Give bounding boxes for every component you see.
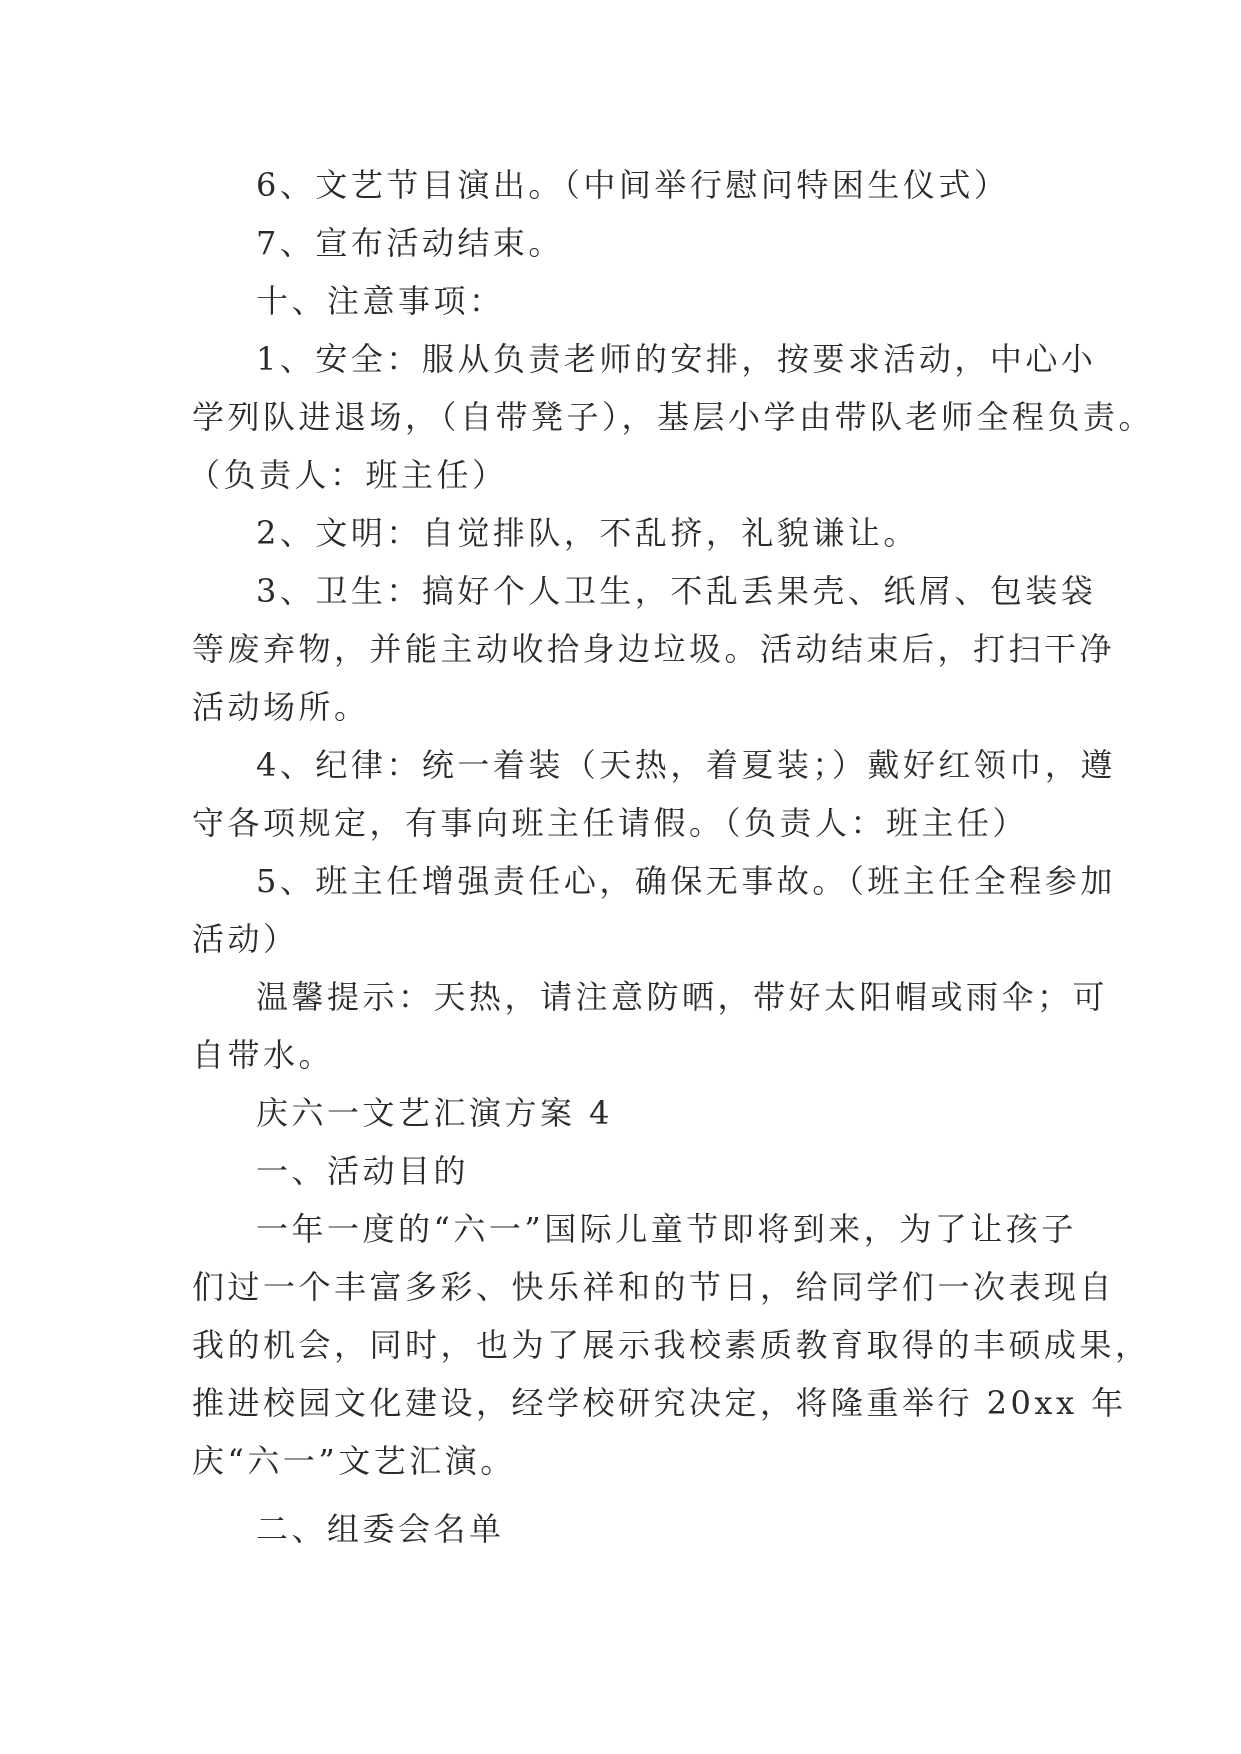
text-line: 3、卫生：搞好个人卫生，不乱丢果壳、纸屑、包装袋 xyxy=(256,572,1097,610)
text-line: 庆“六一”文艺汇演。 xyxy=(192,1442,516,1480)
text-line: 6、文艺节目演出。（中间举行慰问特困生仪式） xyxy=(256,166,1010,204)
document-title: 庆六一文艺汇演方案 4 xyxy=(256,1094,614,1132)
text-line: 4、纪律：统一着装（天热，着夏装；）戴好红领巾，遵 xyxy=(256,746,1116,784)
text-line: 5、班主任增强责任心，确保无事故。（班主任全程参加 xyxy=(256,862,1116,900)
text-line: 7、宣布活动结束。 xyxy=(256,224,564,262)
text-line: 推进校园文化建设，经学校研究决定，将隆重举行 20xx 年 xyxy=(192,1384,1127,1422)
text-line: （负责人：班主任） xyxy=(188,456,508,494)
text-line: 一年一度的“六一”国际儿童节即将到来，为了让孩子 xyxy=(256,1210,1077,1248)
section-heading: 一、活动目的 xyxy=(256,1152,470,1190)
text-line: 1、安全：服从负责老师的安排，按要求活动，中心小 xyxy=(256,340,1097,378)
text-line: 2、文明：自觉排队，不乱挤，礼貌谦让。 xyxy=(256,514,919,552)
text-line: 学列队进退场，（自带凳子），基层小学由带队老师全程负责。 xyxy=(192,398,1155,436)
text-line: 温馨提示：天热，请注意防晒，带好太阳帽或雨伞；可 xyxy=(256,978,1109,1016)
text-line: 等废弃物，并能主动收拾身边垃圾。活动结束后，打扫干净 xyxy=(192,630,1116,668)
text-line: 守各项规定，有事向班主任请假。（负责人：班主任） xyxy=(192,804,1029,842)
section-heading: 二、组委会名单 xyxy=(256,1510,505,1548)
text-line: 自带水。 xyxy=(192,1036,335,1074)
section-heading: 十、注意事项： xyxy=(256,282,505,320)
text-line: 们过一个丰富多彩、快乐祥和的节日，给同学们一次表现自 xyxy=(192,1268,1116,1306)
text-line: 我的机会，同时，也为了展示我校素质教育取得的丰硕成果， xyxy=(192,1326,1151,1364)
text-line: 活动） xyxy=(192,920,299,958)
text-line: 活动场所。 xyxy=(192,688,370,726)
